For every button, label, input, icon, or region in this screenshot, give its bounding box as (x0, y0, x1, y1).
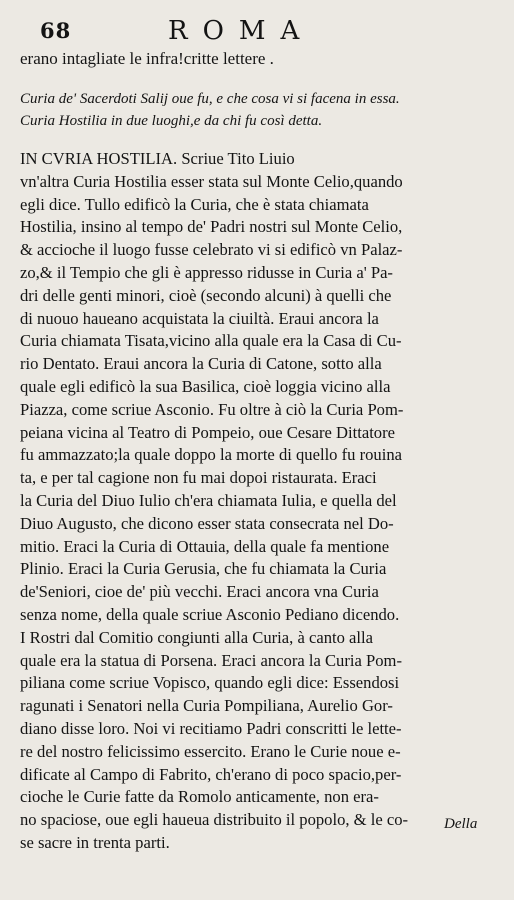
text-line: la Curia del Diuo Iulio ch'era chiamata Iulia, e quella del (20, 490, 397, 510)
marginal-summary (20, 88, 500, 132)
text-line: erano intagliate le infra!critte lettere . (20, 49, 274, 68)
text-line: zo,& il Tempio che gli è appresso ridusse in Curia a' Pa- (20, 262, 393, 282)
page-header (40, 16, 480, 46)
text-line: ragunati i Senatori nella Curia Pompiliana, Aurelio Gor- (20, 696, 393, 716)
text-line: Plinio. Eraci la Curia Gerusia, che fu chiamata la Curia (20, 559, 387, 579)
text-line: Hostilia, insino al tempo de' Padri nostri sul Monte Celio, (20, 217, 403, 237)
text-line: Diuo Augusto, che dicono esser stata consecrata nel Do- (20, 513, 394, 533)
catchword: Della (444, 816, 478, 832)
text-line: peiana vicina al Teatro di Pompeio, oue Cesare Dittatore (20, 422, 395, 442)
text-line: senza nome, della quale scriue Asconio Pediano dicendo. (20, 604, 400, 624)
text-line: rio Dentato. Eraui ancora la Curia di Catone, sotto alla (20, 354, 382, 374)
text-line: de'Seniori, cioe de' più vecchi. Eraci ancora vna Curia (20, 582, 379, 602)
text-line: egli dice. Tullo edificò la Curia, che è stata chiamata (20, 194, 369, 214)
summary-line: Curia Hostilia in due luoghi,e da chi fu così detta. (20, 113, 323, 129)
text-line: Piazza, come scriue Asconio. Fu oltre à ciò la Curia Pom- (20, 399, 404, 419)
text-line: quale era la statua di Porsena. Eraci ancora la Curia Pom- (20, 650, 402, 670)
main-paragraph (20, 148, 500, 855)
text-line: Curia chiamata Tisata,vicino alla quale era la Casa di Cu- (20, 331, 402, 351)
text-line: I Rostri dal Comitio congiunti alla Curia, à canto alla (20, 627, 373, 647)
text-line: se sacre in trenta parti. (20, 832, 170, 852)
intro-text (20, 48, 500, 70)
running-title: ROMA (168, 16, 315, 46)
text-line: & accioche il luogo fusse celebrato vi si edificò vn Palaz- (20, 240, 403, 260)
text-line: di nuouo haueano acquistata la ciuiltà. Eraui ancora la (20, 308, 379, 328)
text-line: mitio. Eraci la Curia di Ottauia, della quale fa mentione (20, 536, 390, 556)
text-line: dri delle genti minori, cioè (secondo alcuni) à quelli che (20, 285, 392, 305)
text-line: diano disse loro. Noi vi recitiamo Padri conscritti le lette- (20, 718, 402, 738)
text-line: piliana come scriue Vopisco, quando egli dice: Essendosi (20, 673, 400, 693)
text-line: vn'altra Curia Hostilia esser stata sul Monte Celio,quando (20, 171, 403, 191)
text-line: quale egli edificò la sua Basilica, cioè loggia vicino alla (20, 376, 391, 396)
text-line: re del nostro felicissimo essercito. Erano le Curie noue e- (20, 741, 401, 761)
text-line: IN CVRIA HOSTILIA. Scriue Tito Liuio (20, 149, 295, 168)
text-line: fu ammazzato;la quale doppo la morte di quello fu rouina (20, 445, 402, 465)
text-line: no spaciose, oue egli haueua distribuito il popolo, & le co- (20, 810, 409, 830)
text-line: ta, e per tal cagione non fu mai dopoi ristaurata. Eraci (20, 468, 377, 488)
text-line: dificate al Campo di Fabrito, ch'erano di poco spacio,per- (20, 764, 402, 784)
text-line: cioche le Curie fatte da Romolo anticamente, non era- (20, 787, 379, 807)
page-number: 68 (40, 18, 72, 43)
summary-line: Curia de' Sacerdoti Salij oue fu, e che cosa vi si facena in essa. (20, 91, 400, 107)
